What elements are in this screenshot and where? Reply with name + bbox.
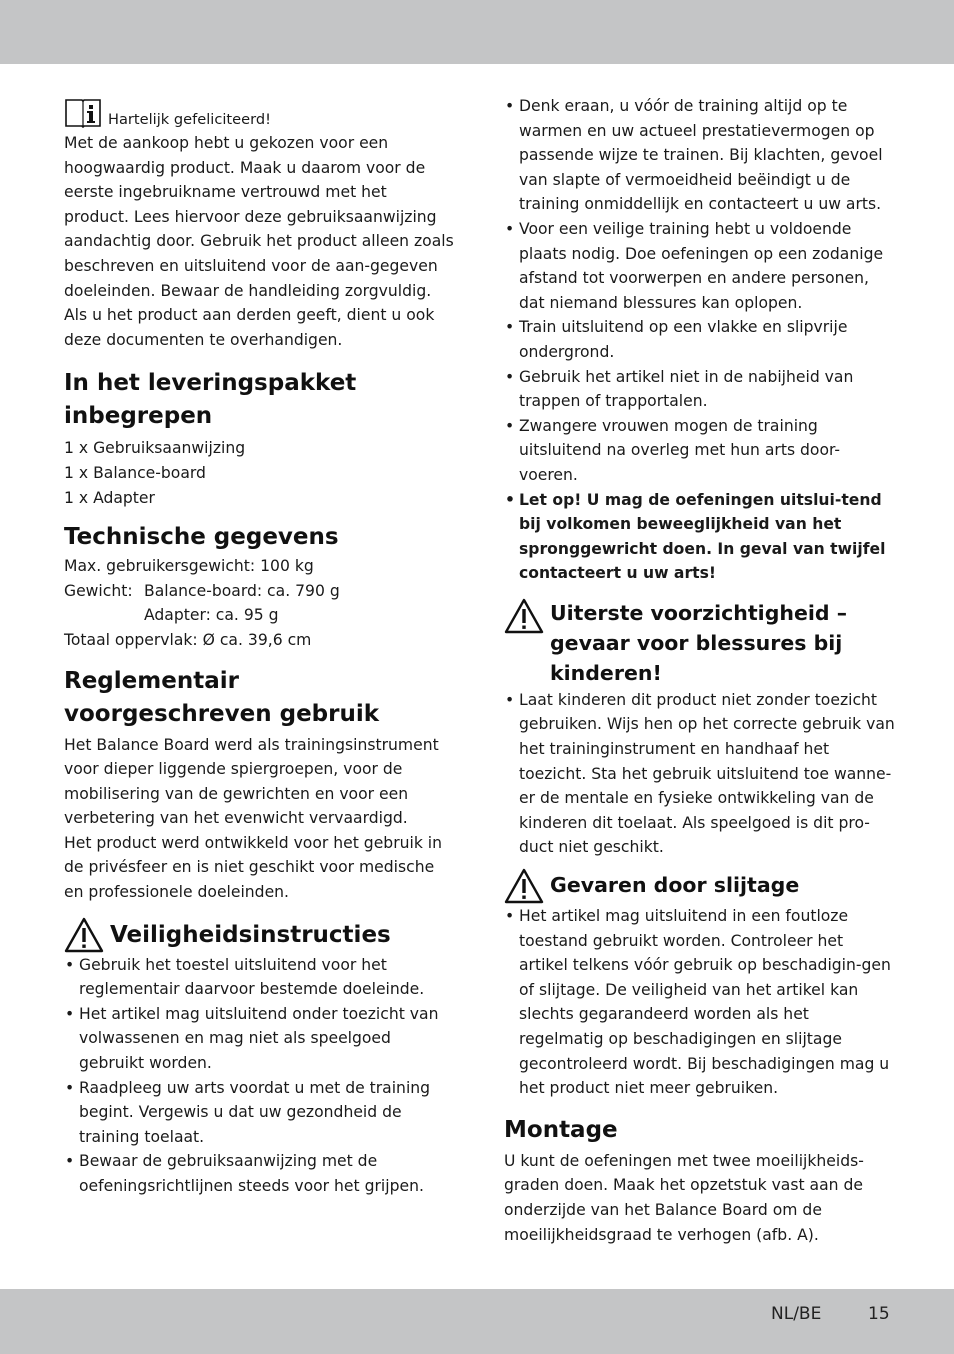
spec-weight-board: Balance-board: ca. 790 g: [144, 581, 340, 600]
info-book-icon: [64, 96, 102, 130]
assembly-text: U kunt de oefeningen met twee moeilijkheids-graden doen. Maak het opzetstuk vast aan de onderzijde van het Balance Board om de moeilijkheidsgraad te verhogen (afb. A).: [504, 1151, 864, 1244]
intro-header: [64, 96, 454, 130]
list-item: • Bewaar de gebruiksaanwijzing met de oefeningsrichtlijnen steeds voor het grijpen.: [64, 1149, 454, 1198]
wear-heading-row: [504, 868, 896, 904]
spec-adapter-row: [64, 603, 454, 628]
left-column: [64, 96, 454, 1199]
specs-heading: Technische gegevens: [64, 524, 339, 551]
list-item: • Raadpleeg uw arts voordat u met de training begint. Vergewis u dat uw gezondheid de training toelaat.: [64, 1076, 454, 1150]
list-item: • Zwangere vrouwen mogen de training uitsluitend na overleg met hun arts door-voeren.: [504, 414, 896, 488]
delivery-item: 1 x Adapter: [64, 488, 155, 507]
safety-list-right: [504, 94, 896, 586]
list-item: • Het artikel mag uitsluitend in een foutloze toestand gebruikt worden. Controleer het artikel telkens vóór gebruik op beschadigin-gen of slijtage. De veiligheid van het artikel kan slechts gegarandeerd worden als het regelmatig op beschadigingen en slijtage gecontroleerd wordt. Bij beschadigingen mag u het product niet meer gebruiken.: [504, 904, 896, 1101]
safety-heading-row: [64, 917, 454, 953]
right-column: [504, 94, 896, 1247]
wear-heading: Gevaren door slijtage: [550, 873, 800, 898]
list-item-warning: • Let op! U mag de oefeningen uitslui-tend bij volkomen beweeglijkheid van het spronggewricht doen. In geval van twijfel contacteert u uw arts!: [504, 488, 896, 586]
warning-triangle-icon: [64, 917, 104, 953]
delivery-item: 1 x Balance-board: [64, 463, 206, 482]
intended-use-heading: Reglementair voorgeschreven gebruik: [64, 667, 380, 727]
spec-weight-label: Gewicht:: [64, 581, 133, 600]
warning-triangle-icon: [504, 598, 544, 634]
list-item: • Gebruik het artikel niet in de nabijheid van trappen of trapportalen.: [504, 365, 896, 414]
header-band: [0, 0, 954, 64]
spec-max-user: Max. gebruikersgewicht: 100 kg: [64, 557, 314, 576]
page-number: 15: [868, 1304, 890, 1324]
wear-list: [504, 904, 896, 1101]
delivery-item: 1 x Gebruiksaanwijzing: [64, 439, 246, 458]
safety-list-left: [64, 953, 454, 1199]
list-item: • Train uitsluitend op een vlakke en slipvrije ondergrond.: [504, 315, 896, 364]
list-item: • Voor een veilige training hebt u voldoende plaats nodig. Doe oefeningen op een zodanige afstand tot voorwerpen en andere personen, dat niemand blessures kan oplopen.: [504, 217, 896, 315]
list-item: • Gebruik het toestel uitsluitend voor het reglementair daarvoor bestemde doeleinde.: [64, 953, 454, 1002]
assembly-heading: Montage: [504, 1116, 618, 1143]
safety-heading: Veiligheidsinstructies: [110, 921, 391, 948]
list-item: • Het artikel mag uitsluitend onder toezicht van volwassenen en mag niet als speelgoed gebruikt worden.: [64, 1002, 454, 1076]
spec-weight-adapter: Adapter: ca. 95 g: [144, 606, 279, 625]
children-list: [504, 688, 896, 860]
list-item: • Laat kinderen dit product niet zonder toezicht gebruiken. Wijs hen op het correcte gebruik van het traininginstrument en handhaaf het toezicht. Sta het gebruik uitsluitend toe wanne-er de mentale en fysieke ontwikkeling van de kinderen dit toelaat. Als speelgoed is dit pro-duct niet geschikt.: [504, 688, 896, 860]
delivery-heading: In het leveringspakket inbegrepen: [64, 370, 357, 430]
spec-weight-row: [64, 579, 454, 604]
list-item: • Denk eraan, u vóór de training altijd op te warmen en uw actueel prestatievermogen op passende wijze te trainen. Bij klachten, gevoel van slapte of vermoeidheid beëindigt u de training onmiddellijk en contacteert u uw arts.: [504, 94, 896, 217]
warning-triangle-icon: [504, 868, 544, 904]
intended-use-p1: Het Balance Board werd als trainingsinstrument voor dieper liggende spiergroepen, voor de mobilisering van de gewrichten en voor een verbetering van het evenwicht vervaardigd.: [64, 735, 439, 828]
intro-paragraph: Met de aankoop hebt u gekozen voor een hoogwaardig product. Maak u daarom voor de eerste ingebruikname vertrouwd met het product. Lees hiervoor deze gebruiksaanwijzing aandachtig door. Gebruik het product alleen zoals beschreven en uitsluitend voor de aan-gegeven doeleinden. Bewaar de handleiding zorgvuldig. Als u het product aan derden geeft, dient u ook deze documenten te overhandigen.: [64, 134, 454, 349]
children-heading: Uiterste voorzichtigheid – gevaar voor blessures bij kinderen!: [550, 600, 847, 685]
footer-language: NL/BE: [771, 1304, 822, 1324]
spec-surface: Totaal oppervlak: Ø ca. 39,6 cm: [64, 630, 312, 649]
intro-greeting: Hartelijk gefeliciteerd!: [108, 111, 271, 128]
children-heading-row: [504, 598, 896, 688]
intended-use-p2: Het product werd ontwikkeld voor het gebruik in de privésfeer en is niet geschikt voor medische en professionele doeleinden.: [64, 833, 443, 902]
